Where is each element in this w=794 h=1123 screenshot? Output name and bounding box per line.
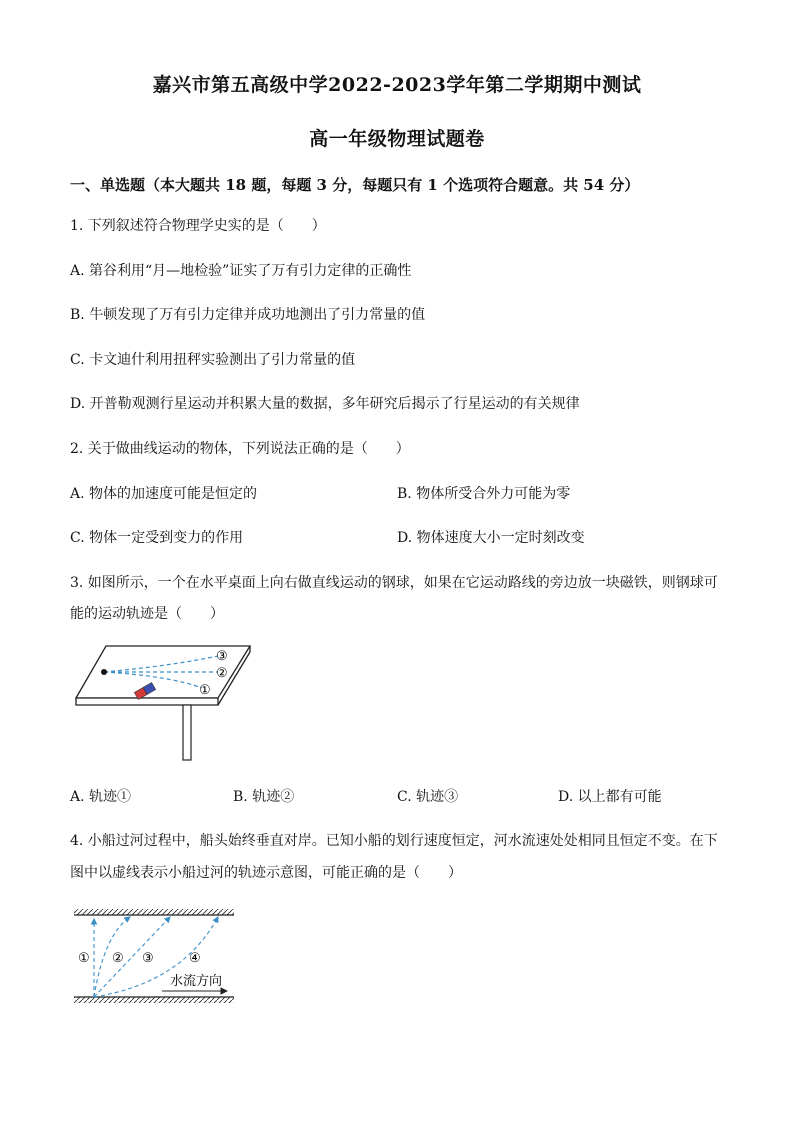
label-4: ④ [189,951,201,966]
q1-option-b: B. 牛顿发现了万有引力定律并成功地测出了引力常量的值 [70,307,426,323]
table-magnet-figure [70,640,260,765]
steel-ball [101,669,107,675]
q2-stem: 2. 关于做曲线运动的物体，下列说法正确的是（ ） [70,441,410,457]
label-3: ③ [142,951,154,966]
q1-option-d: D. 开普勒观测行星运动并积累大量的数据，多年研究后揭示了行星运动的有关规律 [70,396,580,412]
table-leg [183,705,191,760]
exam-title: 嘉兴市第五高级中学2022-2023学年第二学期期中测试 [152,74,642,96]
far-bank [74,909,234,915]
q4-stem-line1: 4. 小船过河过程中，船头始终垂直对岸。已知小船的划行速度恒定，河水流速处处相同且恒定不变。在下 [70,833,718,849]
label-1: ① [78,951,90,966]
label-2: ② [112,951,124,966]
q3-stem-line2: 能的运动轨迹是（ ） [70,606,224,622]
label-1: ① [199,683,211,698]
q3-option-c: C. 轨迹③ [397,789,459,805]
q2-option-b: B. 物体所受合外力可能为零 [397,486,571,502]
flow-label: 水流方向 [170,974,223,989]
q1-option-a: A. 第谷利用“月—地检验”证实了万有引力定律的正确性 [70,263,412,279]
q1-stem: 1. 下列叙述符合物理学史实的是（ ） [70,218,326,234]
exam-subtitle: 高一年级物理试题卷 [309,128,485,150]
q1-option-c: C. 卡文迪什利用扭秤实验测出了引力常量的值 [70,352,356,368]
near-bank [74,997,234,1003]
label-3: ③ [216,649,228,664]
q2-option-a: A. 物体的加速度可能是恒定的 [70,486,258,502]
q2-option-d: D. 物体速度大小一定时刻改变 [397,530,585,546]
q3-option-b: B. 轨迹② [233,789,295,805]
q3-stem-line1: 3. 如图所示，一个在水平桌面上向右做直线运动的钢球，如果在它运动路线的旁边放一块磁铁，则钢球可 [70,575,718,591]
q3-option-a: A. 轨迹① [70,789,132,805]
label-2: ② [216,666,228,681]
path-3 [94,917,170,997]
table-edge [76,698,218,705]
section-heading: 一、单选题（本大题共 18 题，每题 3 分，每题只有 1 个选项符合题意。共 54 分） [70,176,640,194]
river-crossing-figure [72,905,237,1010]
q4-stem-line2: 图中以虚线表示小船过河的轨迹示意图，可能正确的是（ ） [70,865,462,881]
q3-option-d: D. 以上都有可能 [558,789,662,805]
q2-option-c: C. 物体一定受到变力的作用 [70,530,244,546]
